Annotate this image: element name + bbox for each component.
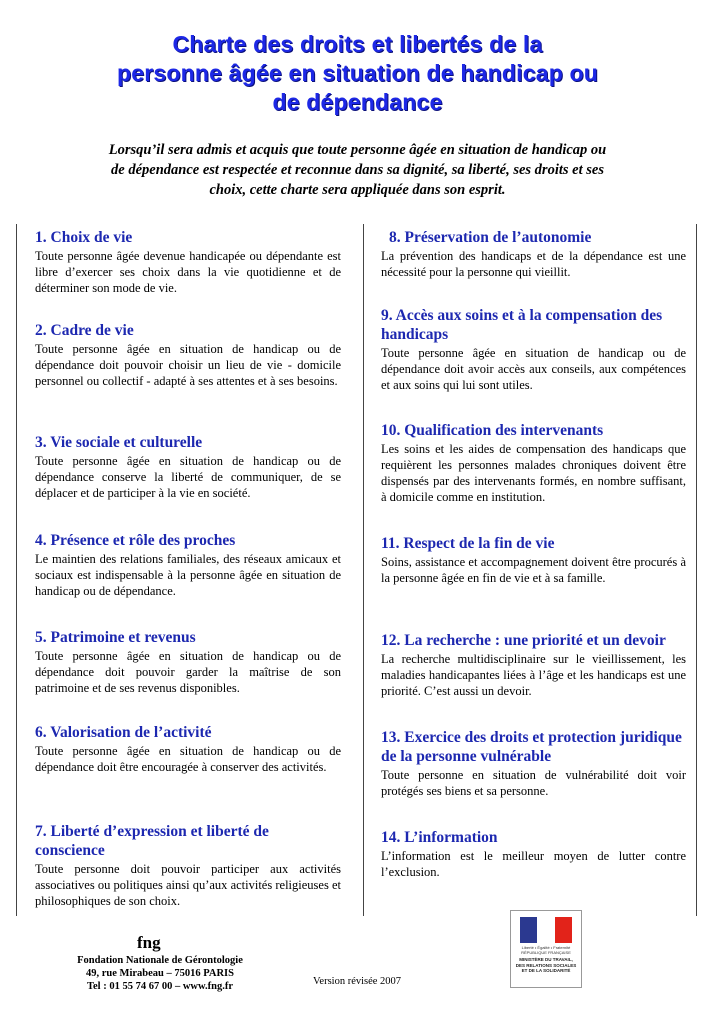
article-7-title: 7. Liberté d’expression et liberté de conscience <box>35 823 269 859</box>
article-13-text: Toute personne en situation de vulnérabilité doit voir protégés ses biens et sa personne. <box>381 768 686 798</box>
article-9-title: 9. Accès aux soins et à la compensation des handicaps <box>381 307 663 343</box>
article-9-text: Toute personne âgée en situation de handicap ou de dépendance doit avoir accès aux conseils, aux compétences et aux soins qui lui sont utiles. <box>381 346 686 392</box>
article-13-title: 13. Exercice des droits et protection juridique de la personne vulnérable <box>381 729 682 765</box>
article-10-text: Les soins et les aides de compensation des handicaps que requièrent les personnes malades chroniques doivent être dispensés par des intervenants formés, en nombre suffisant, à domicile comme en institution. <box>381 442 686 504</box>
article-6 <box>35 723 341 775</box>
article-8-title: 8. Préservation de l’autonomie <box>389 229 592 246</box>
article-6-text: Toute personne âgée en situation de handicap ou de dépendance doit être encouragée à conserver des activités. <box>35 744 341 774</box>
flag-blue-band <box>520 917 537 943</box>
article-5-title: 5. Patrimoine et revenus <box>35 629 196 646</box>
ministry-name <box>513 957 579 974</box>
article-5 <box>35 628 341 696</box>
column-divider-right <box>696 224 697 916</box>
article-3 <box>35 433 341 501</box>
article-14-text: L’information est le meilleur moyen de lutter contre l’exclusion. <box>381 849 686 879</box>
organization-contact: Tel : 01 55 74 67 00 – www.fng.fr <box>86 981 234 992</box>
ministry-logo <box>510 910 582 988</box>
intro-line-1: Lorsqu’il sera admis et acquis que toute personne âgée en situation de handicap ou <box>108 142 607 158</box>
article-4-title: 4. Présence et rôle des proches <box>35 532 236 549</box>
column-divider-middle <box>363 224 364 916</box>
article-5-text: Toute personne âgée en situation de handicap ou de dépendance doit pouvoir garder la maîtrise de son patrimoine et de ses revenus disponibles. <box>35 649 341 695</box>
article-11-text: Soins, assistance et accompagnement doivent être procurés à la personne âgée en fin de vie et à sa famille. <box>381 555 686 585</box>
version-note: Version révisée 2007 <box>313 976 402 987</box>
page-title <box>40 30 675 117</box>
organization-name: Fondation Nationale de Gérontologie <box>77 955 243 966</box>
article-2 <box>35 321 341 389</box>
article-14-title: 14. L’information <box>381 829 498 846</box>
article-12-title: 12. La recherche : une priorité et un devoir <box>381 632 666 649</box>
article-2-text: Toute personne âgée en situation de handicap ou de dépendance doit pouvoir choisir un lieu de vie - domicile personnel ou collectif - adapté à ses attentes et à ses besoins. <box>35 342 341 388</box>
article-1 <box>35 228 341 296</box>
article-12 <box>381 631 686 699</box>
article-6-title: 6. Valorisation de l’activité <box>35 724 212 741</box>
article-1-text: Toute personne âgée devenue handicapée ou dépendante est libre d’exercer ses choix dans la vie quotidienne et de déterminer son mode de vie. <box>35 249 341 295</box>
article-10 <box>381 421 686 505</box>
articles-right-column <box>381 228 686 918</box>
article-3-title: 3. Vie sociale et culturelle <box>35 434 203 451</box>
article-7 <box>35 822 341 909</box>
article-7-text: Toute personne doit pouvoir participer aux activités associatives ou politiques ainsi qu’aux activités religieuses et philosophiques de son choix. <box>35 862 341 908</box>
ministry-republic: RÉPUBLIQUE FRANÇAISE <box>521 950 571 955</box>
article-14 <box>381 828 686 880</box>
article-1-title: 1. Choix de vie <box>35 229 133 246</box>
ministry-motto: Liberté • Égalité • Fraternité <box>521 945 571 950</box>
article-8 <box>381 228 686 280</box>
article-13 <box>381 728 686 799</box>
ministry-name-line-1: MINISTÈRE DU TRAVAIL, <box>519 957 573 962</box>
articles-left-column <box>35 228 341 918</box>
ministry-name-line-2: DES RELATIONS SOCIALES <box>515 962 577 968</box>
title-line-2: personne âgée en situation de handicap ou <box>116 60 599 86</box>
intro-line-2: de dépendance est respectée et reconnue dans sa dignité, sa liberté, ses droits et ses <box>111 162 604 178</box>
intro-line-3: choix, cette charte sera appliquée dans son esprit. <box>209 182 506 198</box>
article-9 <box>381 306 686 393</box>
article-8-text: La prévention des handicaps et de la dépendance est une nécessité pour la personne qui vieillit. <box>381 249 686 279</box>
article-3-text: Toute personne âgée en situation de handicap ou de dépendance conserve la liberté de communiquer, de se déplacer et de participer à la vie en société. <box>35 454 341 500</box>
article-4-text: Le maintien des relations familiales, des réseaux amicaux et sociaux est indispensable à la personne âgée en situation de handicap ou de dépendance. <box>35 552 341 598</box>
fng-logo: fng <box>137 933 161 952</box>
article-10-title: 10. Qualification des intervenants <box>381 422 604 439</box>
flag-white-band <box>537 917 554 943</box>
title-line-3: de dépendance <box>272 89 443 115</box>
ministry-motto-block <box>513 945 579 955</box>
column-divider-left <box>16 224 17 916</box>
article-12-text: La recherche multidisciplinaire sur le vieillissement, les maladies handicapantes liées à l’âge et les handicaps est une priorité. C’est aussi un devoir. <box>381 652 686 698</box>
organization-info <box>40 954 280 993</box>
article-11 <box>381 534 686 586</box>
ministry-name-line-3: ET DE LA SOLIDARITÉ <box>521 968 571 973</box>
article-2-title: 2. Cadre de vie <box>35 322 134 339</box>
article-11-title: 11. Respect de la fin de vie <box>381 535 555 552</box>
organization-address: 49, rue Mirabeau – 75016 PARIS <box>86 968 234 979</box>
intro-paragraph <box>70 140 645 200</box>
title-line-1: Charte des droits et libertés de la <box>172 31 543 57</box>
french-flag-icon <box>520 917 572 943</box>
article-4 <box>35 531 341 599</box>
flag-red-band <box>555 917 572 943</box>
